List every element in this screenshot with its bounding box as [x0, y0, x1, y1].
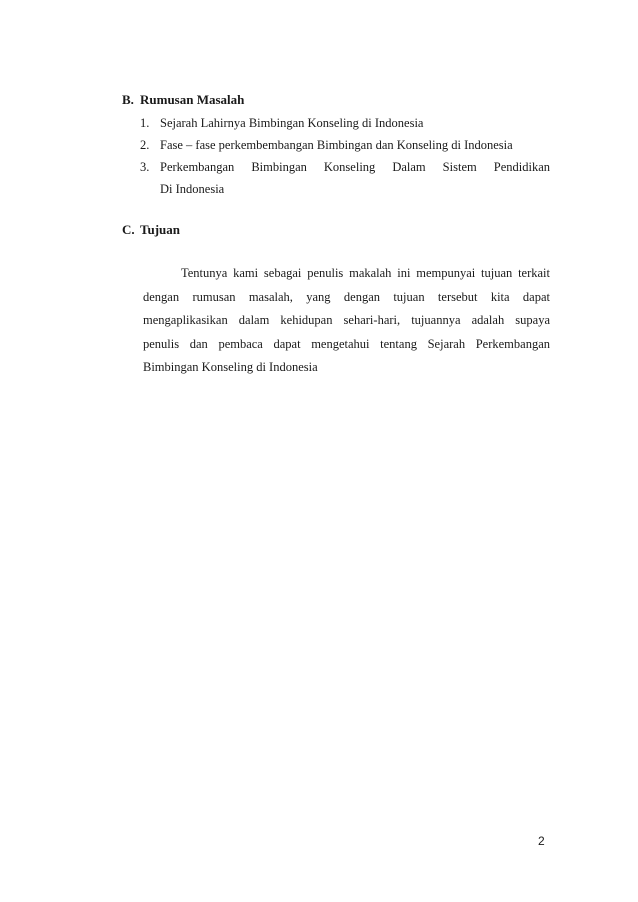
paragraph-line: Tentunya kami sebagai penulis makalah ini mempunyai tujuan terkait [181, 266, 550, 280]
list-item [140, 156, 550, 200]
problem-list [140, 112, 550, 200]
section-b-letter: B. [122, 92, 134, 107]
list-item-text: Perkembangan Bimbingan Konseling Dalam Sistem Pendidikan [160, 160, 550, 174]
list-item-number: 2. [140, 138, 150, 152]
purpose-paragraph [143, 262, 550, 380]
section-c-heading [122, 222, 180, 238]
list-item [140, 112, 550, 134]
paragraph-line: mengaplikasikan dalam kehidupan sehari-hari, tujuannya adalah supaya [143, 313, 550, 327]
list-item-text: Sejarah Lahirnya Bimbingan Konseling di Indonesia [160, 116, 424, 130]
section-b-title: Rumusan Masalah [140, 92, 245, 107]
list-item-number: 1. [140, 116, 150, 130]
page-number: 2 [538, 834, 545, 848]
paragraph-line: dengan rumusan masalah, yang dengan tujuan tersebut kita dapat [143, 289, 550, 304]
paragraph-line: Bimbingan Konseling di Indonesia [143, 360, 318, 374]
paragraph-line: penulis dan pembaca dapat mengetahui tentang Sejarah Perkembangan [143, 336, 550, 351]
list-item-number: 3. [140, 160, 150, 174]
list-item-text: Fase – fase perkembembangan Bimbingan dan Konseling di Indonesia [160, 138, 513, 152]
section-c-letter: C. [122, 222, 135, 237]
section-c-title: Tujuan [140, 222, 180, 237]
list-item-text-continued: Di Indonesia [160, 182, 225, 196]
list-item [140, 134, 550, 156]
section-b-heading [122, 92, 244, 108]
